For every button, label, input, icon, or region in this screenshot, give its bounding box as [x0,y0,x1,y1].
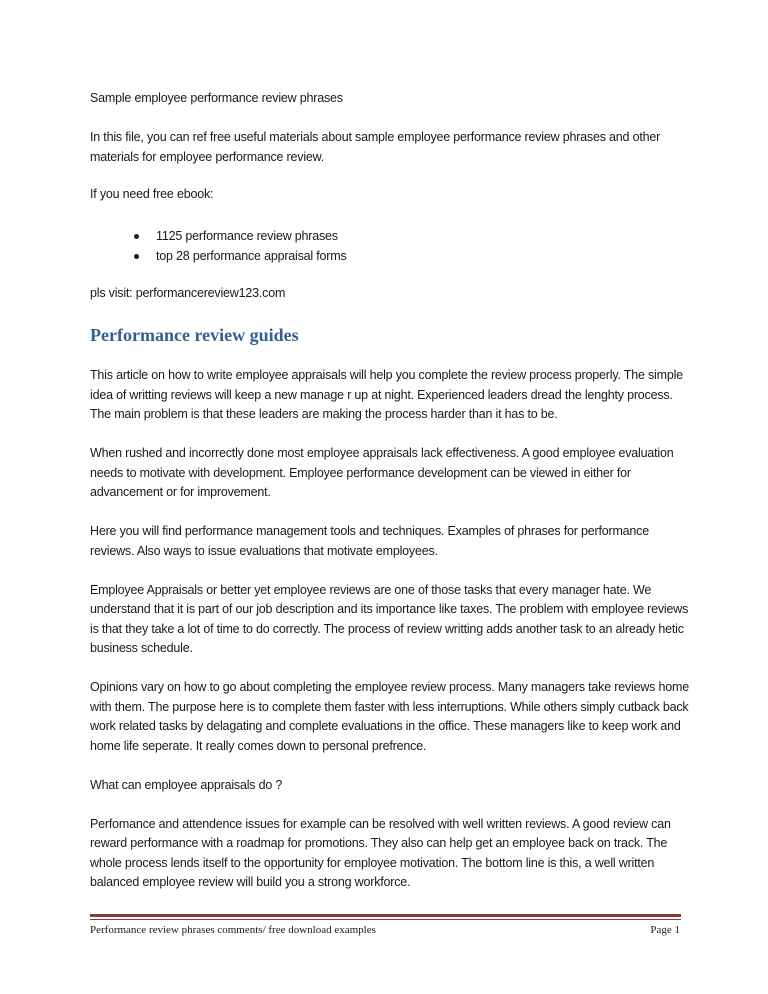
footer-divider-thin [90,919,681,920]
visit-link-text: pls visit: performancereview123.com [90,286,286,300]
paragraph: This article on how to write employee appraisals will help you complete the review process properly. The simple idea of writting reviews will keep a new manage r up at night. Experienced leaders dread the lenghty process. The main problem is that these leaders are making the process harder than it has to be. [90,368,683,421]
intro-title: Sample employee performance review phrases [90,91,343,105]
list-item-text: top 28 performance appraisal forms [156,249,347,263]
intro-paragraph: In this file, you can ref free useful materials about sample employee performance review phrases and other materials for employee performance review. [90,130,661,164]
ebook-list [134,226,347,266]
footer-divider [90,914,681,917]
list-item-text: 1125 performance review phrases [156,229,338,243]
footer-title: Performance review phrases comments/ free download examples [90,924,376,936]
section-body [90,366,690,912]
bullet-icon [134,234,139,239]
ebook-label: If you need free ebook: [90,187,214,201]
paragraph: What can employee appraisals do ? [90,777,283,792]
paragraph: Opinions vary on how to go about completing the employee review process. Many managers take reviews home with them. The purpose here is to complete them faster with less interruptions. While others simply cutback back work related tasks by delagating and complete evaluations in the office. These managers like to keep work and home life seperate. It really comes down to personal prefrence. [90,680,689,753]
list-item [134,226,347,246]
list-item [134,246,347,266]
paragraph: Here you will find performance management tools and techniques. Examples of phrases for performance reviews. Also ways to issue evaluations that motivate employees. [90,524,649,558]
page-number: Page 1 [650,924,680,936]
paragraph: When rushed and incorrectly done most employee appraisals lack effectiveness. A good employee evaluation needs to motivate with development. Employee performance development can be viewed in either for advancement or for improvement. [90,446,674,499]
paragraph: Employee Appraisals or better yet employee reviews are one of those tasks that every manager hate. We understand that it is part of our job description and its importance like taxes. The problem with employee reviews is that they take a lot of time to do correctly. The process of review writting adds another task to an already hetic business schedule. [90,582,689,655]
bullet-icon [134,254,139,259]
paragraph: Perfomance and attendence issues for example can be resolved with well written reviews. A good review can reward performance with a roadmap for promotions. They also can help get an employee back on track. The whole process lends itself to the opportunity for employee motivation. The bottom line is this, a well written balanced employee review will build you a strong workforce. [90,816,671,889]
section-heading: Performance review guides [90,325,299,345]
